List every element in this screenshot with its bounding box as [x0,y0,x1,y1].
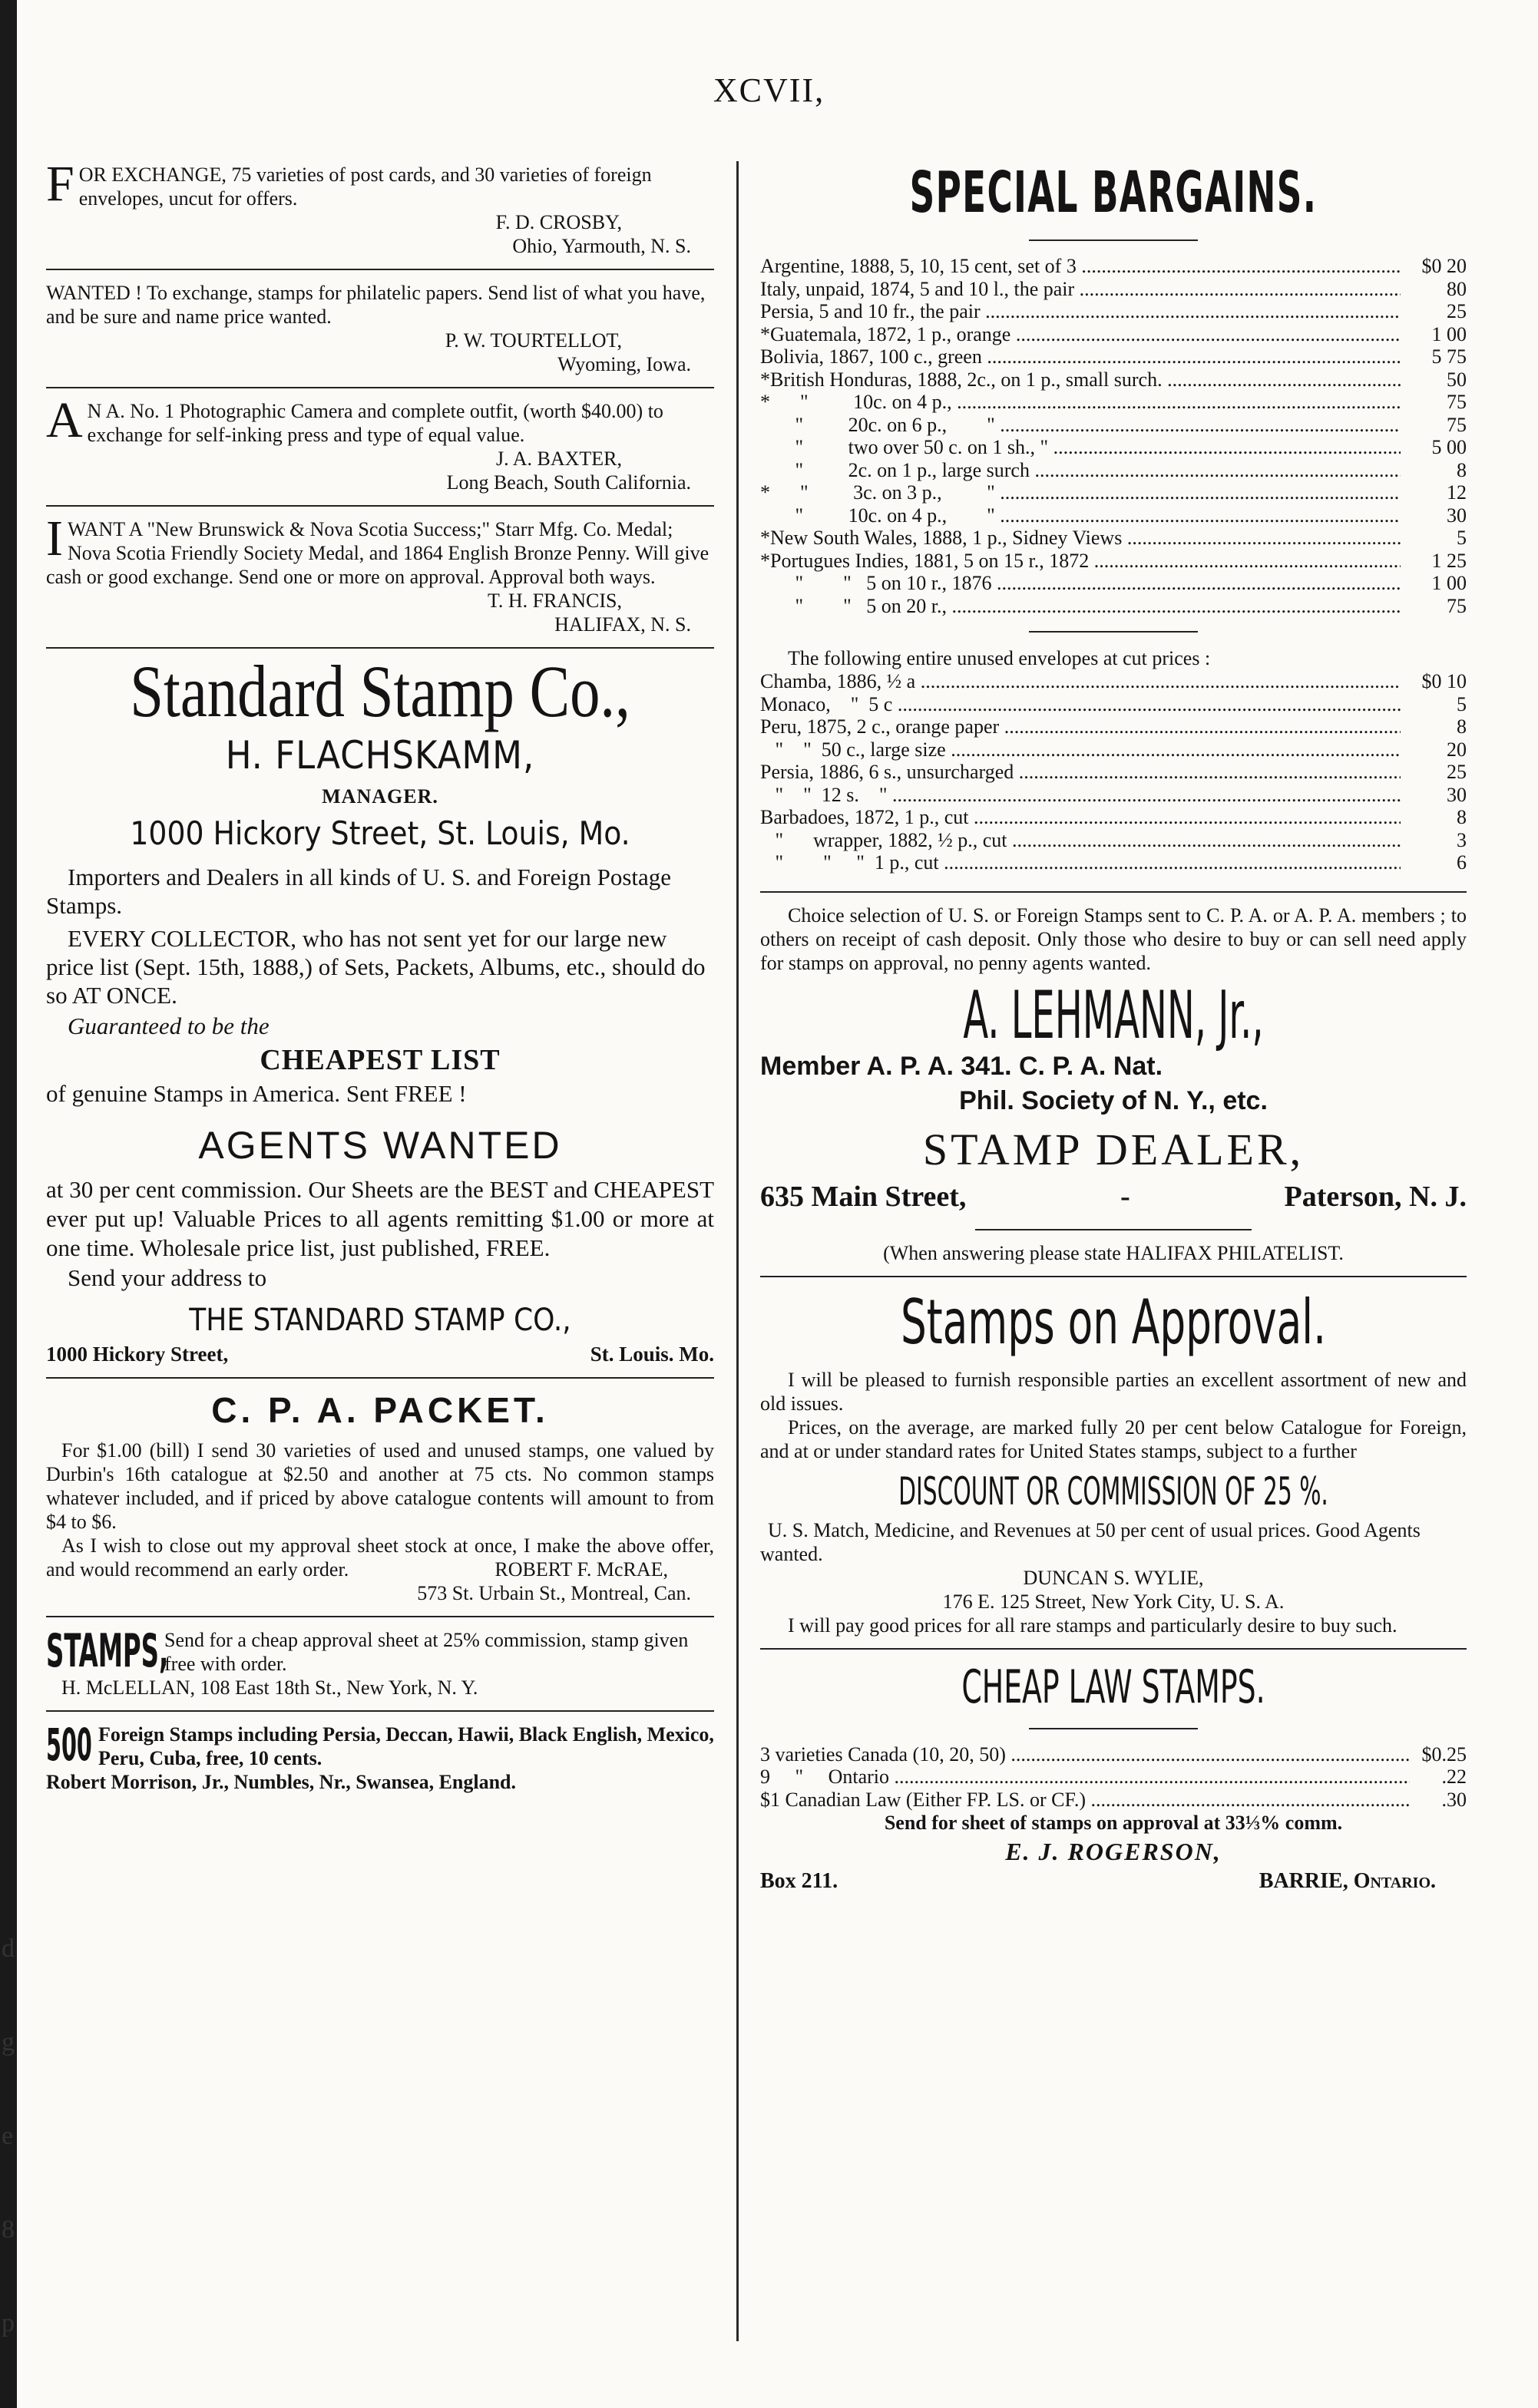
number-500: 500 [46,1719,92,1771]
ad-francis [46,510,714,636]
company-title: Standard Stamp Co., [130,650,630,732]
advertiser-address: HALIFAX, N. S. [554,613,691,636]
dropcap: F [46,156,74,212]
item-price: $0 20 [1401,255,1467,278]
item-price: $0.25 [1410,1743,1467,1766]
dropcap: I [46,510,63,566]
item-description: 3 varieties Canada (10, 20, 50) ..... [760,1743,1410,1766]
price-row [760,436,1467,459]
packet-title: C. P. A. PACKET. [211,1390,549,1430]
advertiser-name: DUNCAN S. WYLIE, [1023,1566,1204,1589]
ad-baxter [46,392,714,494]
advertiser-address: 176 E. 125 Street, New York City, U. S. A. [942,1590,1285,1613]
ad-text: OR EXCHANGE, 75 varieties of post cards, and 30 varieties of foreign envelopes, uncut for offers. [78,164,652,210]
divider [46,1616,714,1617]
ad-mclellan [46,1624,714,1678]
item-price: 8 [1401,715,1467,738]
member-line: Member A. P. A. 341. C. P. A. Nat. [760,1051,1163,1081]
price-row [760,670,1467,693]
approval-prices-text: Prices, on the average, are marked fully 20 per cent below Catalogue for Foreign, and at or under standard rates for United States stamps, subject to a further [760,1415,1467,1462]
revenues-text: U. S. Match, Medicine, and Revenues at 50 per cent of usual prices. Good Agents wanted. [760,1518,1421,1565]
ad-crosby [46,156,714,258]
price-row [760,527,1467,550]
divider [760,891,1467,893]
price-row [760,459,1467,482]
price-row [760,255,1467,278]
margin-fragment: e [2,2122,14,2150]
agents-text: at 30 per cent commission. Our Sheets are the BEST and CHEAPEST ever put up! Valuable Prices to all agents remitting $1.00 or more at one time. Wholesale price list, just published, FREE. [46,1176,714,1261]
advertiser-address: H. McLELLAN, 108 East 18th St., New York, N. Y. [61,1676,478,1699]
divider [1029,631,1198,633]
item-price: 5 [1401,693,1467,716]
item-price: 8 [1401,806,1467,829]
price-row [760,572,1467,595]
stamps-on-approval-title: Stamps on Approval. [900,1286,1327,1358]
divider [46,1377,714,1379]
item-description: Peru, 1875, 2 c., orange paper ..... [760,715,1401,738]
ad-text: WANTED ! To exchange, stamps for philatelic papers. Send list of what you have, and be sure and name price wanted. [46,282,706,328]
item-description: " " 5 on 20 r., ..... [760,595,1401,618]
margin-fragment: d [2,1934,15,1963]
dealer-street: 635 Main Street, [760,1180,967,1213]
price-row [760,595,1467,618]
ad-tourtellot [46,281,714,376]
price-row [760,806,1467,829]
envelopes-list [760,670,1467,874]
item-description: " 20c. on 6 p., " ..... [760,414,1401,437]
company-name: THE STANDARD STAMP CO., [189,1303,571,1338]
packet-offer-text: For $1.00 (bill) I send 30 varieties of used and unused stamps, one valued by Durbin's 16th catalogue at $2.50 and another at 75 cts. No common stamps whatever included, and if priced by above catalogue contents will amount to from $4 to $6. [46,1439,714,1533]
dealer-city: Paterson, N. J. [1284,1180,1467,1213]
margin-fragments [2,1934,20,2403]
divider [46,1710,714,1712]
price-row [760,693,1467,716]
company-location [46,1343,714,1366]
price-row [760,738,1467,761]
item-price: .22 [1410,1766,1467,1789]
divider [760,1648,1467,1650]
item-price: 30 [1401,504,1467,527]
advertiser-city: BARRIE, Ontario. [1259,1869,1436,1893]
member-line: Phil. Society of N. Y., etc. [959,1085,1268,1115]
box-number: Box 211. [760,1869,838,1893]
item-price: 75 [1401,595,1467,618]
item-price: 75 [1401,391,1467,414]
item-price: 50 [1401,368,1467,391]
price-row [760,504,1467,527]
price-row [760,715,1467,738]
item-description: " 2c. on 1 p., large surch ..... [760,459,1401,482]
law-send-text: Send for sheet of stamps on approval at 33⅓% comm. [884,1812,1343,1834]
item-description: Argentine, 1888, 5, 10, 15 cent, set of 3 ..... [760,255,1401,278]
item-description: " " 12 s. " ..... [760,784,1401,807]
item-description: * " 10c. on 4 p., ..... [760,391,1401,414]
item-price: .30 [1410,1789,1467,1812]
price-row [760,323,1467,346]
bargains-list [760,255,1467,617]
right-column [760,160,1467,1894]
law-stamps-list [760,1743,1467,1812]
item-description: * " 3c. on 3 p., " ..... [760,481,1401,504]
item-price: 8 [1401,459,1467,482]
price-row [760,1743,1467,1766]
item-description: " two over 50 c. on 1 sh., " ..... [760,436,1401,459]
item-price: 80 [1401,278,1467,301]
margin-fragment: g [2,2028,15,2056]
item-description: " wrapper, 1882, ½ p., cut ..... [760,829,1401,852]
price-row [760,550,1467,573]
approval-intro-text: I will be pleased to furnish responsible parties an excellent assortment of new and old issues. [760,1368,1467,1415]
advertiser-name: T. H. FRANCIS, [487,590,622,612]
item-price: 3 [1401,829,1467,852]
item-description: Persia, 1886, 6 s., unsurcharged ..... [760,761,1401,784]
dealer-address [760,1180,1467,1214]
collector-text: EVERY COLLECTOR, who has not sent yet for our large new price list (Sept. 15th, 1888,) of Sets, Packets, Albums, etc., should do so AT ONCE. [46,925,706,1009]
agents-wanted-heading: AGENTS WANTED [198,1124,562,1167]
advertiser-address: Wyoming, Iowa. [557,353,691,375]
price-row [760,300,1467,323]
price-row [760,1789,1467,1812]
advertiser-address: Long Beach, South California. [446,471,691,494]
dealer-name: A. LEHMANN, Jr., [963,976,1264,1054]
cheap-law-stamps-title: CHEAP LAW STAMPS. [961,1660,1265,1714]
price-row [760,368,1467,391]
ad-lehmann [760,976,1467,1214]
item-price: 25 [1401,761,1467,784]
when-answering-note: (When answering please state HALIFAX PHILATELIST. [883,1241,1344,1264]
price-row [760,784,1467,807]
packet-closeout-text: As I wish to close out my approval sheet stock at once, I make the above offer, and would recommend an early order. [46,1534,714,1581]
item-description: Italy, unpaid, 1874, 5 and 10 l., the pair ..... [760,278,1401,301]
advertiser-name: ROBERT F. McRAE, [494,1558,668,1581]
left-column [46,156,714,1794]
item-description: Bolivia, 1867, 100 c., green ..... [760,345,1401,368]
price-row [760,391,1467,414]
item-description: " " 50 c., large size ..... [760,738,1401,761]
item-description: 9 " Ontario ..... [760,1766,1410,1789]
item-price: $0 10 [1401,670,1467,693]
item-price: 1 25 [1401,550,1467,573]
divider [46,647,714,649]
item-description: $1 Canadian Law (Either FP. LS. or CF.) ..... [760,1789,1410,1812]
item-price: 12 [1401,481,1467,504]
item-description: Persia, 5 and 10 fr., the pair ..... [760,300,1401,323]
item-price: 1 00 [1401,572,1467,595]
company-city: St. Louis. Mo. [590,1343,714,1366]
item-description: " 10c. on 4 p., " ..... [760,504,1401,527]
importers-text: Importers and Dealers in all kinds of U. S. and Foreign Postage Stamps. [46,864,672,919]
company-address: 1000 Hickory Street, St. Louis, Mo. [130,814,630,852]
advertiser-location [760,1869,1467,1894]
special-bargains-title: SPECIAL BARGAINS. [909,160,1318,226]
price-row [760,481,1467,504]
item-price: 25 [1401,300,1467,323]
item-description: Chamba, 1886, ½ a ..... [760,670,1401,693]
item-description: Barbadoes, 1872, 1 p., cut ..... [760,806,1401,829]
divider [46,387,714,388]
item-price: 1 00 [1401,323,1467,346]
advertiser-address: Robert Morrison, Jr., Numbles, Nr., Swansea, England. [46,1771,517,1793]
advertiser-address: 573 St. Urbain St., Montreal, Can. [417,1582,691,1604]
item-description: Monaco, " 5 c ..... [760,693,1401,716]
divider [1029,1728,1198,1729]
genuine-text: of genuine Stamps in America. Sent FREE ! [46,1080,467,1107]
column-divider [736,161,739,2341]
margin-fragment: p [2,2309,15,2337]
item-description: *New South Wales, 1888, 1 p., Sidney Views ..... [760,527,1401,550]
item-price: 6 [1401,851,1467,874]
item-description: " " 5 on 10 r., 1876 ..... [760,572,1401,595]
ad-wylie [760,1288,1467,1637]
advertiser-name: E. J. ROGERSON, [1005,1838,1222,1865]
item-price: 5 75 [1401,345,1467,368]
divider [1029,239,1198,241]
item-price: 5 [1401,527,1467,550]
item-description: *Guatemala, 1872, 1 p., orange ..... [760,323,1401,346]
price-row [760,829,1467,852]
advertiser-name: F. D. CROSBY, [495,211,622,233]
divider [975,1229,1252,1230]
manager-name: H. FLACHSKAMM, [225,733,535,778]
manager-label: MANAGER. [322,785,438,808]
ad-text: WANT A "New Brunswick & Nova Scotia Success;" Starr Mfg. Co. Medal; Nova Scotia Friendly Society Medal, and 1864 English Bronze Penny. Will give cash or good exchange. Send one or more on approval. Approval both ways. [46,518,709,588]
advertiser-name: P. W. TOURTELLOT, [445,329,622,352]
price-row [760,414,1467,437]
ad-standard-stamp [46,652,714,1366]
cheapest-list: CHEAPEST LIST [260,1044,501,1076]
advertiser-name: J. A. BAXTER, [496,448,622,470]
send-address-text: Send your address to [68,1264,267,1291]
stamps-word: STAMPS, [46,1624,169,1678]
address-dash: - [1120,1180,1130,1213]
page-number: XCVII, [713,71,825,109]
dropcap: A [46,392,83,448]
item-price: 5 00 [1401,436,1467,459]
rare-stamps-text: I will pay good prices for all rare stamps and particularly desire to buy such. [788,1614,1397,1637]
item-description: " " " 1 p., cut ..... [760,851,1401,874]
price-row [760,345,1467,368]
item-price: 75 [1401,414,1467,437]
price-row [760,851,1467,874]
advertiser-address: Ohio, Yarmouth, N. S. [512,235,691,257]
item-description: *British Honduras, 1888, 2c., on 1 p., small surch. ..... [760,368,1401,391]
item-price: 30 [1401,784,1467,807]
ad-cpa-packet [46,1389,714,1605]
stamp-dealer-heading: STAMP DEALER, [922,1124,1305,1174]
choice-selection-text: Choice selection of U. S. or Foreign Stamps sent to C. P. A. or A. P. A. members ; to others on receipt of cash deposit. Only those who desire to buy or can sell need apply for stamps on approval, no penny agents wanted. [760,903,1467,974]
ad-text: Send for a cheap approval sheet at 25% commission, stamp given free with order. [164,1629,689,1675]
divider [46,505,714,507]
guaranteed-text: Guaranteed to be the [68,1012,270,1039]
margin-fragment: 8 [2,2215,15,2244]
price-row [760,1766,1467,1789]
discount-heading: DISCOUNT OR COMMISSION OF 25 %. [898,1468,1328,1514]
item-description: *Portugues Indies, 1881, 5 on 15 r., 1872 ..... [760,550,1401,573]
divider [760,1276,1467,1277]
envelopes-intro: The following entire unused envelopes at cut prices : [788,647,1211,669]
ad-text: N A. No. 1 Photographic Camera and complete outfit, (worth $40.00) to exchange for self-inking press and type of equal value. [87,400,663,446]
price-row [760,761,1467,784]
item-price: 20 [1401,738,1467,761]
company-street: 1000 Hickory Street, [46,1343,229,1366]
ad-morrison [46,1719,714,1771]
ad-text: Foreign Stamps including Persia, Deccan, Hawii, Black English, Mexico, Peru, Cuba, free, 10 cents. [98,1723,714,1769]
price-row [760,278,1467,301]
divider [46,269,714,270]
